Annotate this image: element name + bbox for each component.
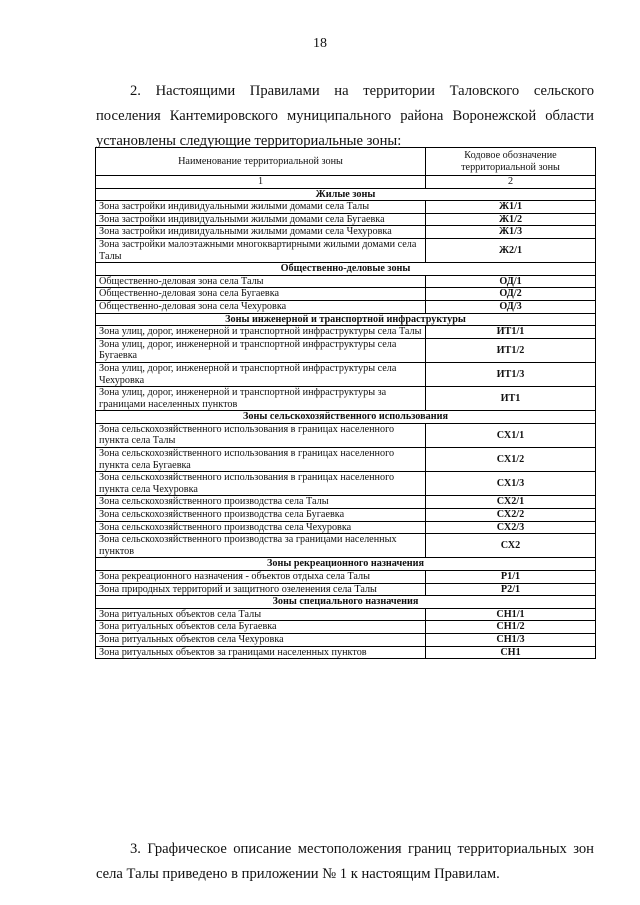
section-title: Общественно-деловые зоны [96,263,596,276]
table-row [96,571,596,584]
zone-code: Ж2/1 [426,238,596,262]
section-title: Зоны рекреационного назначения [96,558,596,571]
page-number: 18 [313,36,327,51]
zone-code: ИТ1/1 [426,326,596,339]
zone-code: СХ2/3 [426,521,596,534]
zone-name: Зона улиц, дорог, инженерной и транспортной инфраструктуры за границами населенных пунктов [96,387,426,411]
table-row [96,423,596,447]
zone-code: СН1 [426,646,596,659]
zone-name: Общественно-деловая зона села Талы [96,275,426,288]
zone-name: Зона сельскохозяйственного использования в границах населенного пункта села Талы [96,423,426,447]
zone-name: Зона ритуальных объектов села Талы [96,608,426,621]
zone-code: ИТ1/3 [426,362,596,386]
column-number-2: 2 [426,176,596,189]
table-row [96,534,596,558]
zone-code: Р1/1 [426,571,596,584]
zone-name: Зона сельскохозяйственного производства за границами населенных пунктов [96,534,426,558]
zone-code: Ж1/3 [426,226,596,239]
zone-code: СХ1/3 [426,472,596,496]
zone-code: ОД/1 [426,275,596,288]
zone-name: Зона сельскохозяйственного производства села Талы [96,496,426,509]
table-row [96,633,596,646]
table-row [96,496,596,509]
table-row [96,275,596,288]
table-row [96,362,596,386]
table-row [96,338,596,362]
zone-code: СХ1/1 [426,423,596,447]
table-row [96,521,596,534]
zone-code: СХ2 [426,534,596,558]
table-row [96,201,596,214]
zone-name: Зона ритуальных объектов за границами населенных пунктов [96,646,426,659]
section-row [96,188,596,201]
zone-code: СХ2/2 [426,509,596,522]
header-zone-code: Кодовое обозначение территориальной зоны [426,148,596,176]
section-title: Жилые зоны [96,188,596,201]
section-row [96,558,596,571]
section-row [96,263,596,276]
table-row [96,621,596,634]
zone-name: Зона застройки индивидуальными жилыми домами села Талы [96,201,426,214]
zone-code: ИТ1/2 [426,338,596,362]
zone-code: ОД/2 [426,288,596,301]
zone-code: СХ2/1 [426,496,596,509]
zone-name: Зона сельскохозяйственного производства села Бугаевка [96,509,426,522]
zone-code: Ж1/1 [426,201,596,214]
paragraph-2: 2. Настоящими Правилами на территории Таловского сельского поселения Кантемировского муниципального района Воронежской области установлены следующие территориальные зоны: [96,82,594,149]
zone-name: Зона улиц, дорог, инженерной и транспортной инфраструктуры села Чехуровка [96,362,426,386]
zone-code: ИТ1 [426,387,596,411]
zone-code: Р2/1 [426,583,596,596]
section-row [96,596,596,609]
section-row [96,411,596,424]
zone-name: Зона ритуальных объектов села Чехуровка [96,633,426,646]
table-row [96,326,596,339]
zone-code: СН1/2 [426,621,596,634]
section-title: Зоны специального назначения [96,596,596,609]
zone-name: Зона застройки малоэтажными многоквартирными жилыми домами села Талы [96,238,426,262]
zone-name: Зона сельскохозяйственного использования в границах населенного пункта села Чехуровка [96,472,426,496]
zone-name: Общественно-деловая зона села Чехуровка [96,300,426,313]
zone-name: Общественно-деловая зона села Бугаевка [96,288,426,301]
zone-code: СН1/1 [426,608,596,621]
zone-name: Зона застройки индивидуальными жилыми домами села Бугаевка [96,213,426,226]
table-row [96,608,596,621]
zone-name: Зона застройки индивидуальными жилыми домами села Чехуровка [96,226,426,239]
zone-code: СН1/3 [426,633,596,646]
zone-name: Зона природных территорий и защитного озеленения села Талы [96,583,426,596]
section-title: Зоны сельскохозяйственного использования [96,411,596,424]
zone-code: СХ1/2 [426,448,596,472]
zone-name: Зона рекреационного назначения - объектов отдыха села Талы [96,571,426,584]
zone-name: Зона улиц, дорог, инженерной и транспортной инфраструктуры села Бугаевка [96,338,426,362]
zone-name: Зона сельскохозяйственного производства села Чехуровка [96,521,426,534]
table-header-row [96,148,596,176]
table-row [96,288,596,301]
paragraph-3: 3. Графическое описание местоположения границ территориальных зон села Талы приведено в приложении № 1 к настоящим Правилам. [96,840,594,882]
section-row [96,313,596,326]
table-row [96,646,596,659]
table-row [96,448,596,472]
column-number-row [96,176,596,189]
table-row [96,238,596,262]
table-row [96,583,596,596]
section-title: Зоны инженерной и транспортной инфраструктуры [96,313,596,326]
zone-code: Ж1/2 [426,213,596,226]
table-row [96,472,596,496]
table-row [96,300,596,313]
zone-code: ОД/3 [426,300,596,313]
zone-name: Зона сельскохозяйственного использования в границах населенного пункта села Бугаевка [96,448,426,472]
column-number-1: 1 [96,176,426,189]
table-row [96,387,596,411]
table-row [96,213,596,226]
header-zone-name: Наименование территориальной зоны [96,148,426,176]
zones-table [95,147,596,659]
zone-name: Зона улиц, дорог, инженерной и транспортной инфраструктуры села Талы [96,326,426,339]
table-row [96,226,596,239]
table-row [96,509,596,522]
zones-table-body [96,188,596,659]
zone-name: Зона ритуальных объектов села Бугаевка [96,621,426,634]
